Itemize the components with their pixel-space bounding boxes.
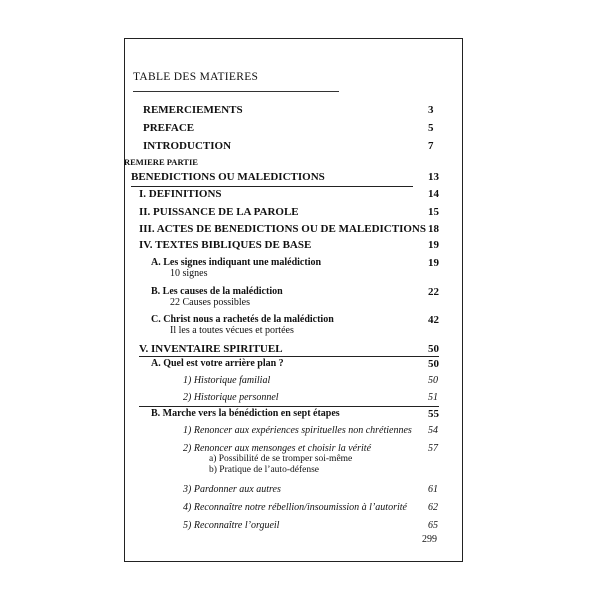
toc-entry-benedictions: BENEDICTIONS OU MALEDICTIONS	[131, 171, 325, 183]
toc-page-remerciements: 3	[428, 104, 434, 116]
toc-page-textes: 19	[428, 239, 439, 251]
toc-page-historique-familial: 50	[428, 375, 438, 386]
toc-page-reconnaitre-rebellion: 62	[428, 502, 438, 513]
title-underline	[133, 91, 339, 92]
page-number: 299	[422, 534, 437, 545]
toc-page-puissance: 15	[428, 206, 439, 218]
toc-entry-preface: PREFACE	[143, 122, 195, 134]
toc-sub-causes: 22 Causes possibles	[170, 297, 250, 308]
toc-page-signes: 19	[428, 257, 439, 269]
toc-entry-christ: C. Christ nous a rachetés de la malédiction	[151, 314, 334, 325]
toc-entry-marche: B. Marche vers la bénédiction en sept étapes	[151, 408, 340, 419]
toc-page-inventaire: 50	[428, 343, 439, 355]
toc-page-renoncer-mensonges: 57	[428, 443, 438, 454]
toc-entry-historique-personnel: 2) Historique personnel	[183, 392, 279, 403]
toc-page-renoncer-experiences: 54	[428, 425, 438, 436]
toc-page-christ: 42	[428, 314, 439, 326]
toc-entry-arriere: A. Quel est votre arrière plan ?	[151, 358, 284, 369]
toc-sub-possibilite: a) Possibilité de se tromper soi-même	[209, 454, 353, 464]
toc-entry-definitions: I. DEFINITIONS	[139, 188, 222, 200]
toc-entry-inventaire: V. INVENTAIRE SPIRITUEL	[139, 343, 283, 355]
toc-sub-pratique: b) Pratique de l’auto-défense	[209, 465, 319, 475]
toc-entry-introduction: INTRODUCTION	[143, 140, 232, 152]
toc-page-causes: 22	[428, 286, 439, 298]
toc-page-marche: 55	[428, 408, 439, 420]
toc-entry-actes: III. ACTES DE BENEDICTIONS OU DE MALEDICTIONS	[139, 223, 426, 235]
toc-title: TABLE DES MATIERES	[133, 71, 259, 83]
toc-sub-christ: Il les a toutes vécues et portées	[170, 325, 294, 336]
toc-page-actes: 18	[428, 223, 439, 235]
toc-entry-historique-familial: 1) Historique familial	[183, 375, 271, 386]
toc-entry-reconnaitre-rebellion: 4) Reconnaître notre rébellion/insoumission à l’autorité	[183, 502, 407, 513]
toc-entry-renoncer-mensonges: 2) Renoncer aux mensonges et choisir la vérité	[183, 443, 372, 454]
toc-entry-reconnaitre-orgueil: 5) Reconnaître l’orgueil	[183, 520, 280, 531]
section-rule	[131, 186, 413, 187]
toc-entry-puissance: II. PUISSANCE DE LA PAROLE	[139, 206, 299, 218]
section-rule-2	[139, 356, 439, 357]
toc-entry-causes: B. Les causes de la malédiction	[151, 286, 283, 297]
toc-page-introduction: 7	[428, 140, 434, 152]
toc-entry-textes: IV. TEXTES BIBLIQUES DE BASE	[139, 239, 312, 251]
toc-page-benedictions: 13	[428, 171, 439, 183]
toc-page-reconnaitre-orgueil: 65	[428, 520, 438, 531]
section-rule-3	[139, 406, 439, 407]
toc-page-arriere: 50	[428, 358, 439, 370]
toc-page-pardonner: 61	[428, 484, 438, 495]
toc-page-definitions: 14	[428, 188, 439, 200]
part-heading: REMIERE PARTIE	[124, 157, 198, 167]
toc-page-preface: 5	[428, 122, 434, 134]
toc-entry-signes: A. Les signes indiquant une malédiction	[151, 257, 322, 268]
toc-entry-renoncer-experiences: 1) Renoncer aux expériences spirituelles non chrétiennes	[183, 425, 412, 436]
document-page	[124, 38, 463, 562]
toc-sub-signes: 10 signes	[170, 268, 208, 279]
toc-entry-remerciements: REMERCIEMENTS	[143, 104, 243, 116]
toc-entry-pardonner: 3) Pardonner aux autres	[183, 484, 281, 495]
toc-page-historique-personnel: 51	[428, 392, 438, 403]
